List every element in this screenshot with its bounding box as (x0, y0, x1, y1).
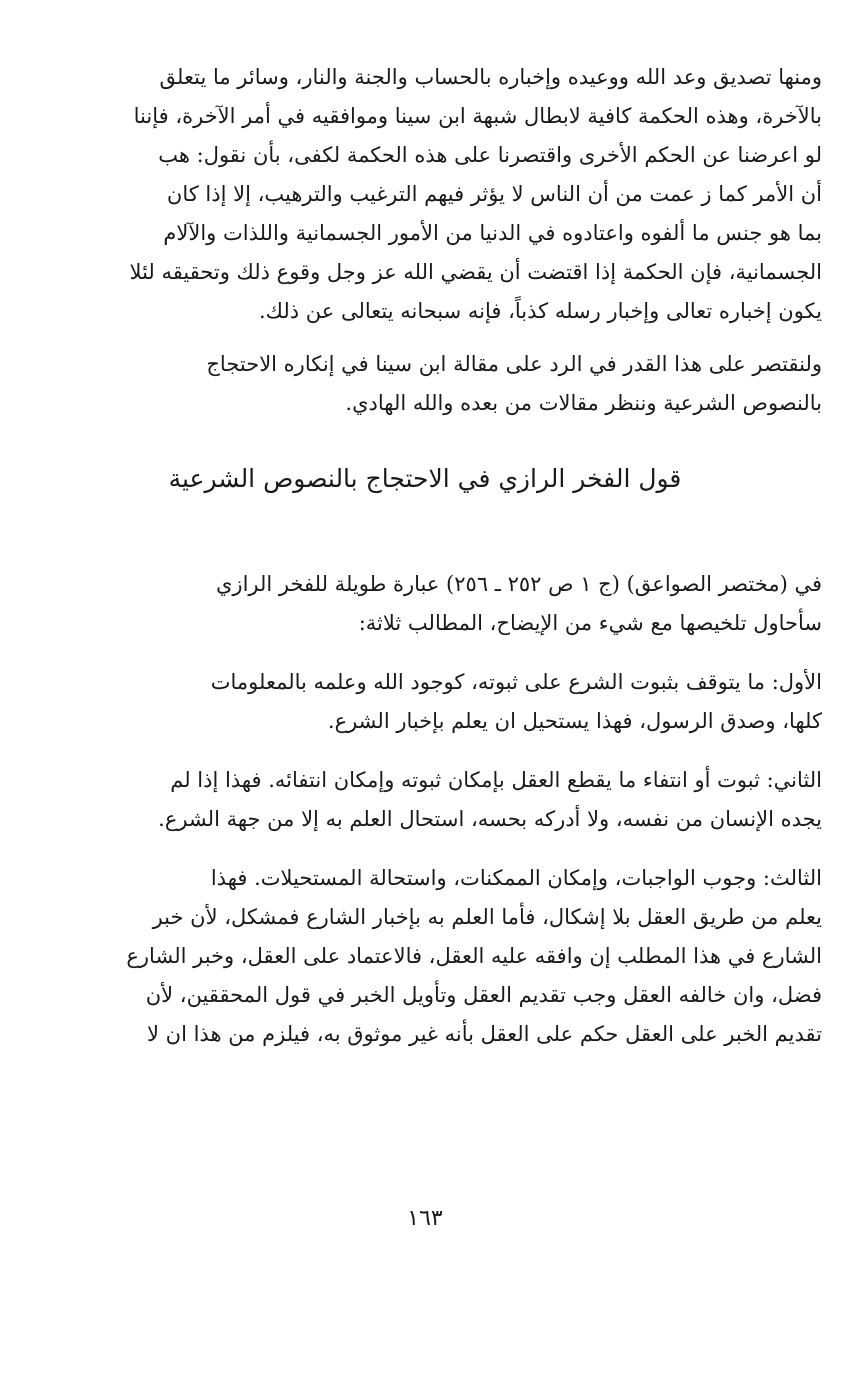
text-line: الثالث: وجوب الواجبات، وإمكان الممكنات، واستحالة المستحيلات. فهذا (210, 866, 822, 890)
page-number: ١٦٣ (407, 1206, 443, 1231)
paragraph-4 (28, 663, 822, 741)
text-line: يجده الإنسان من نفسه، ولا أدركه بحسه، استحال العلم به إلا من جهة الشرع. (158, 807, 822, 831)
text-line: يكون إخباره تعالى وإخبار رسله كذباً، فإنه سبحانه يتعالى عن ذلك. (258, 299, 822, 323)
text-line: بالنصوص الشرعية وننظر مقالات من بعده والله الهادي. (345, 391, 822, 415)
text-line: فضل، وان خالفه العقل وجب تقديم العقل وتأويل الخبر في قول المحققين، لأن (145, 983, 822, 1007)
text-line: يعلم من طريق العقل بلا إشكال، فأما العلم به بإخبار الشارع فمشكل، لأن خبر (152, 905, 822, 929)
text-line: بما هو جنس ما ألفوه واعتادوه في الدنيا من الأمور الجسمانية واللذات والآلام (163, 221, 822, 245)
spacer (28, 331, 822, 345)
spacer (28, 643, 822, 663)
text-line: الشارع في هذا المطلب إن وافقه عليه العقل، فالاعتماد على العقل، وخبر الشارع (126, 944, 822, 968)
text-line: لو اعرضنا عن الحكم الأخرى واقتصرنا على هذه الحكمة لكفى، بأن نقول: هب (158, 143, 822, 167)
text-line: الجسمانية، فإن الحكمة إذا اقتضت أن يقضي الله عز وجل وقوع ذلك وتحقيقه لئلا (129, 260, 822, 284)
text-line: بالآخرة، وهذه الحكمة كافية لابطال شبهة ابن سينا وموافقيه في أمر الآخرة، فإننا (133, 104, 822, 128)
spacer (28, 741, 822, 761)
text-line: أن الأمر كما ز عمت من أن الناس لا يؤثر فيهم الترغيب والترهيب، إلا إذا كان (166, 182, 822, 206)
text-line: ولنقتصر على هذا القدر في الرد على مقالة ابن سينا في إنكاره الاحتجاج (206, 352, 822, 376)
paragraph-3 (28, 565, 822, 643)
text-line: كلها، وصدق الرسول، فهذا يستحيل ان يعلم بإخبار الشرع. (327, 709, 822, 733)
spacer (28, 499, 822, 565)
text-line: ومنها تصديق وعد الله ووعيده وإخباره بالحساب والجنة والنار، وسائر ما يتعلق (159, 65, 822, 89)
paragraph-1 (28, 58, 822, 331)
paragraph-2 (28, 345, 822, 423)
text-line: الثاني: ثبوت أو انتفاء ما يقطع العقل بإمكان ثبوته وإمكان انتفائه. فهذا إذا لم (170, 768, 822, 792)
text-line: في (مختصر الصواعق) (ج ١ ص ٢٥٢ ـ ٢٥٦) عبارة طويلة للفخر الرازي (215, 572, 822, 596)
paragraph-6 (28, 859, 822, 1054)
paragraph-5 (28, 761, 822, 839)
spacer (28, 839, 822, 859)
page-body (28, 58, 822, 1054)
spacer (28, 423, 822, 459)
text-line: سأحاول تلخيصها مع شيء من الإيضاح، المطالب ثلاثة: (358, 611, 822, 635)
text-line: الأول: ما يتوقف بثبوت الشرع على ثبوته، كوجود الله وعلمه بالمعلومات (210, 670, 822, 694)
text-line: تقديم الخبر على العقل حكم على العقل بأنه غير موثوق به، فيلزم من هذا ان لا (147, 1022, 822, 1046)
section-heading: قول الفخر الرازي في الاحتجاج بالنصوص الشرعية (168, 464, 682, 493)
